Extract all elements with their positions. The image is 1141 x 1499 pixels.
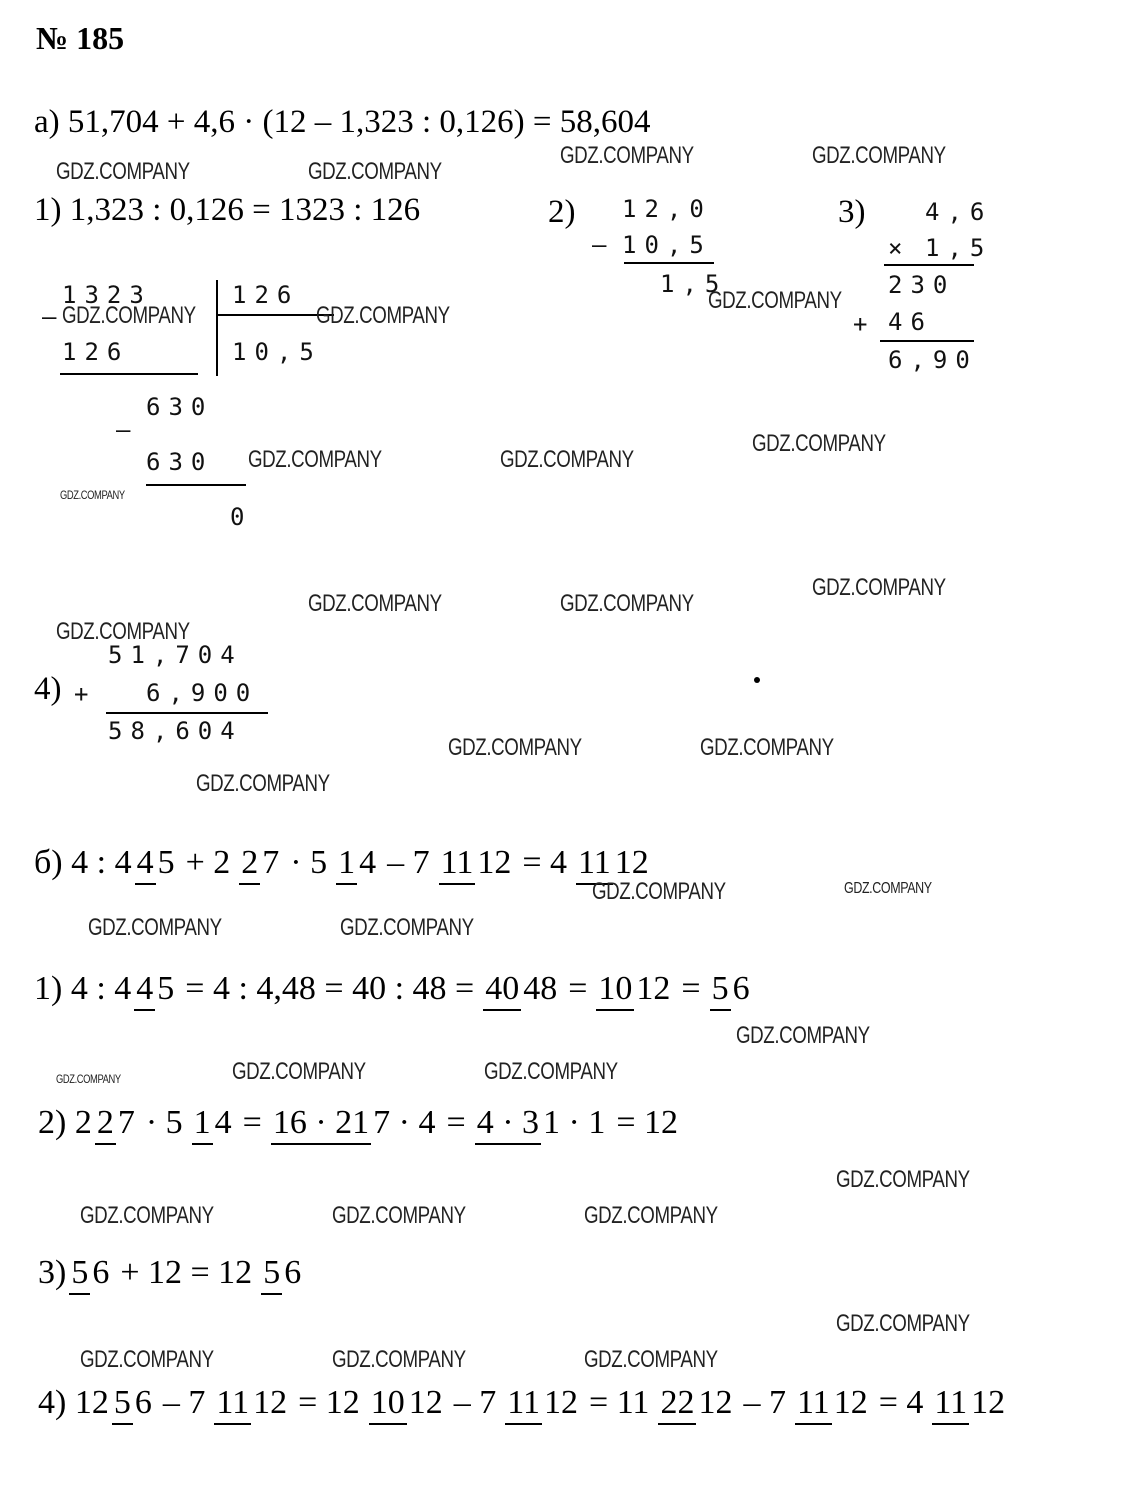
watermark: GDZ.COMPANY [56,158,190,185]
watermark: GDZ.COMPANY [340,914,474,941]
watermark: GDZ.COMPANY [752,430,886,457]
part-b-step4 [38,1384,1010,1422]
operator: = 11 [589,1384,650,1421]
operator: – 7 [743,1384,786,1421]
watermark: GDZ.COMPANY [584,1346,718,1373]
fraction: 2 7 [239,846,281,880]
operator: – 7 [387,844,430,881]
step2-label: 2) [548,194,576,230]
watermark: GDZ.COMPANY [332,1346,466,1373]
quotient: 10,5 [232,338,322,366]
operator: – 7 [453,1384,497,1421]
fraction: 1 4 [336,846,378,880]
fraction: 11 12 [576,846,651,880]
remainder-1: 630 [146,393,214,421]
fraction: 11 12 [795,1386,870,1420]
watermark: GDZ.COMPANY [812,142,946,169]
step3-label: 3) [838,194,866,230]
watermark: GDZ.COMPANY [844,880,932,897]
fraction: 5 6 [261,1256,303,1290]
watermark: GDZ.COMPANY [836,1310,970,1337]
minus-sign: – [592,231,615,259]
watermark: GDZ.COMPANY [80,1202,214,1229]
operator: = [568,970,588,1007]
minus-sign: – [42,303,65,331]
partial-product-1: 230 [888,271,956,299]
watermark: GDZ.COMPANY [592,878,726,905]
fraction: 11 12 [505,1386,580,1420]
operator: = [242,1104,262,1141]
fraction: 22 12 [658,1386,734,1420]
partial-product-2: 46 [888,308,933,336]
division-line-2 [146,484,246,486]
part-b-step2 [38,1104,684,1142]
watermark: GDZ.COMPANY [316,302,450,329]
operator: = [681,970,701,1007]
fraction: 5 6 [710,972,752,1006]
subtrahend: 10,5 [622,231,712,259]
part-b-step1 [34,970,755,1008]
fraction: 16 · 21 7 · 4 [271,1106,438,1140]
step-label: 2) 2 [38,1104,92,1141]
fraction: 11 12 [214,1386,289,1420]
fraction: 10 12 [596,972,672,1006]
watermark: GDZ.COMPANY [560,142,694,169]
fraction: 4 · 3 1 · 1 [475,1106,608,1140]
step4-label: 4) [34,671,62,707]
result: = 12 [616,1104,679,1141]
operator: · 5 [290,844,328,881]
fraction: 40 48 [483,972,559,1006]
operator: · 5 [145,1104,183,1141]
dividend: 1323 [62,281,152,309]
watermark: GDZ.COMPANY [332,1202,466,1229]
addend-2: 6,900 [146,679,259,707]
operator: = 4 [522,844,568,881]
product: 6,90 [888,346,978,374]
plus-sign: + [74,680,97,708]
step-label: 3) [38,1254,67,1291]
operator: = 12 [298,1384,360,1421]
remainder-2: 0 [230,503,253,531]
operator: + 2 [185,844,231,881]
step-label: 4) 12 [38,1384,109,1421]
fraction: 4 5 [134,972,176,1006]
watermark: GDZ.COMPANY [836,1166,970,1193]
fraction: 5 6 [112,1386,154,1420]
watermark: GDZ.COMPANY [484,1058,618,1085]
watermark: GDZ.COMPANY [60,488,125,502]
division-bar [216,280,218,376]
watermark: GDZ.COMPANY [196,770,330,797]
problem-number: № 185 [36,20,125,56]
watermark: GDZ.COMPANY [448,734,582,761]
multiplication-line-2 [880,340,974,342]
times-sign: × [888,234,911,262]
operator: = [446,1104,466,1141]
watermark: GDZ.COMPANY [584,1202,718,1229]
multiplication-line-1 [884,264,974,266]
part-b-step3 [38,1254,306,1292]
subtrahend-1: 126 [62,338,130,366]
watermark: GDZ.COMPANY [56,618,190,645]
part-a-step1: 1) 1,323 : 0,126 = 1323 : 126 [34,192,421,228]
sum: 58,604 [108,717,243,745]
expression: + 12 = 12 [120,1254,253,1291]
dot-mark [754,677,760,683]
fraction: 10 12 [369,1386,445,1420]
multiplier: 1,5 [925,234,993,262]
watermark: GDZ.COMPANY [232,1058,366,1085]
division-line-1 [60,373,198,375]
divisor: 126 [232,281,300,309]
fraction: 1 4 [192,1106,234,1140]
watermark: GDZ.COMPANY [248,446,382,473]
watermark: GDZ.COMPANY [308,590,442,617]
watermark: GDZ.COMPANY [500,446,634,473]
watermark: GDZ.COMPANY [308,158,442,185]
multiplicand: 4,6 [925,198,993,226]
watermark: GDZ.COMPANY [88,914,222,941]
subtraction-line [624,262,714,264]
fraction: 5 6 [69,1256,111,1290]
addition-line [106,712,268,714]
fraction: 11 12 [932,1386,1007,1420]
difference: 1,5 [660,270,728,298]
part-b-equation [34,844,654,882]
watermark: GDZ.COMPANY [560,590,694,617]
minuend: 12,0 [622,195,712,223]
watermark: GDZ.COMPANY [736,1022,870,1049]
addend-1: 51,704 [108,641,243,669]
watermark: GDZ.COMPANY [700,734,834,761]
minus-sign: – [116,416,139,444]
step-label: 1) 4 : 4 [34,970,132,1007]
operator: – 7 [162,1384,206,1421]
watermark: GDZ.COMPANY [62,302,196,329]
eq-label: б) 4 : 4 [34,844,132,881]
expression: = 4 : 4,48 = 40 : 48 = [185,970,475,1007]
part-a-equation: а) 51,704 + 4,6 · (12 – 1,323 : 0,126) = 58,604 [34,104,651,140]
watermark: GDZ.COMPANY [56,1072,121,1086]
subtrahend-2: 630 [146,448,214,476]
fraction: 2 7 [95,1106,137,1140]
watermark: GDZ.COMPANY [80,1346,214,1373]
watermark: GDZ.COMPANY [812,574,946,601]
fraction: 11 12 [439,846,514,880]
plus-sign: + [853,310,876,338]
fraction: 4 5 [135,846,177,880]
watermark: GDZ.COMPANY [708,287,842,314]
operator: = 4 [878,1384,924,1421]
